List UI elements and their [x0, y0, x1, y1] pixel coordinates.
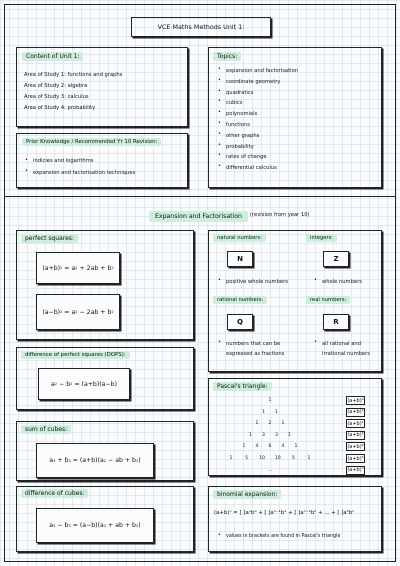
perfect-squares-heading: perfect squares:	[21, 234, 78, 243]
real-heading: real numbers:	[306, 296, 350, 304]
real-bullet: •	[314, 339, 317, 345]
topic-bullet: •	[218, 87, 221, 94]
pascal-number: 6	[268, 444, 272, 450]
pascal-power-label: (a+b)⁰	[347, 397, 364, 404]
content-heading: Content of Unit 1:	[22, 52, 83, 61]
content-item-4: Area of Study 4: probability	[24, 105, 96, 111]
integers-bullet: •	[314, 277, 317, 283]
pascal-number: 1	[242, 444, 246, 450]
pascal-number: 1	[255, 421, 259, 427]
topic-item: differential calculus	[226, 165, 277, 172]
pascal-number: 1	[275, 409, 278, 415]
topic-item: probability	[226, 143, 254, 150]
prior-item-1: indicies and logarithms	[33, 158, 94, 164]
content-item-2: Area of Study 2: algebra	[24, 83, 88, 89]
pascal-power-label: (a+b)⁴	[347, 443, 364, 450]
pascal-number: ...	[267, 467, 273, 473]
pascal-number: 1	[268, 398, 272, 403]
binomial-heading: binomial expansion:	[213, 490, 281, 499]
real-desc-2: irrational numbers	[322, 351, 370, 357]
content-item-3: Area of Study 3: calculus	[24, 94, 89, 100]
binomial-bullet: •	[218, 532, 221, 538]
sum-cubes-eq: a 3 + b 3 = (a+b)(a 2 − ab + b 2 )	[36, 443, 154, 478]
perfect-square-eq-1: (a+b) 2 = a 2 + 2ab + b 2	[36, 252, 120, 284]
integers-heading: integers:	[306, 234, 337, 242]
topic-item: polynomials	[226, 111, 258, 118]
topics-heading: Topics:	[213, 52, 241, 61]
topic-bullet: •	[218, 98, 221, 105]
pascal-heading: Pascal's triangle:	[213, 382, 272, 391]
binomial-eq: (a+b)ⁿ = [ ]aⁿb⁰ + [ ]aⁿ⁻¹b¹ + [ ]aⁿ⁻²b² + ... + [ ]a⁰bⁿ	[214, 510, 355, 516]
integers-symbol: Z	[323, 251, 349, 267]
diff-cubes-heading: difference of cubes:	[21, 489, 88, 498]
pascal-number: 10	[259, 456, 266, 461]
topic-item: expansion and factorisation	[226, 68, 299, 74]
pascal-number: 4	[255, 444, 259, 450]
pascal-number: 1	[262, 409, 265, 415]
pascal-number: 3	[275, 432, 278, 438]
pascal-power-label: (a+b)¹	[347, 409, 364, 416]
prior-bullet-1: •	[25, 157, 28, 163]
topic-bullet: •	[218, 163, 221, 170]
prior-bullet-2: •	[25, 168, 28, 174]
diff-cubes-eq: a 3 − b 3 = (a−b)(a 2 + ab + b 2 )	[36, 508, 154, 543]
expansion-heading: Expansion and Factorisation	[149, 211, 248, 222]
rational-bullet: •	[218, 339, 221, 345]
topic-item: coordinate geometry	[226, 78, 281, 85]
pascal-number: 10	[274, 456, 281, 461]
real-symbol: R	[323, 314, 349, 330]
binomial-note: values in brackets are found in Pascal's triangle	[226, 534, 341, 539]
perfect-square-eq-2: (a−b) 2 = a 2 − 2ab + b 2	[36, 294, 120, 330]
pascal-number: 5	[245, 456, 249, 461]
natural-symbol: N	[227, 251, 253, 267]
section-divider	[4, 196, 396, 197]
natural-bullet: •	[218, 277, 221, 283]
topic-bullet: •	[218, 120, 221, 126]
pascal-number: 3	[262, 432, 265, 438]
natural-desc: positive whole numbers	[226, 279, 288, 285]
rational-desc-2: expressed as fractions	[226, 351, 285, 357]
topic-item: rates of change	[226, 154, 267, 161]
prior-item-2: expansion and factorisation techniques	[33, 170, 136, 176]
integers-desc: whole numbers	[322, 279, 362, 285]
pascal-power-label: (a+b)³	[347, 432, 364, 439]
pascal-power-label: (a+b)⁵	[347, 455, 364, 462]
pascal-number: 2	[268, 421, 272, 427]
pascal-number: 5	[291, 456, 295, 461]
topic-bullet: •	[218, 130, 221, 137]
dops-heading: difference of perfect squares (DOPS):	[21, 351, 130, 359]
pascal-number: 1	[294, 444, 298, 450]
topic-bullet: •	[218, 66, 221, 72]
topic-bullet: •	[218, 76, 221, 83]
page-title: VCE Maths Methods Unit 1:	[157, 23, 245, 31]
topic-item: cubics	[226, 100, 243, 107]
prior-heading: Prior Knowledge / Recommended Yr 10 Revision:	[22, 138, 161, 146]
dops-eq: a 2 − b 2 = (a+b)(a−b)	[38, 368, 130, 400]
pascal-number: 1	[249, 432, 252, 438]
pascal-number: 1	[288, 432, 291, 438]
pascal-power-label: (a+b)²	[347, 420, 364, 427]
rational-heading: rational numbers:	[213, 296, 267, 304]
expansion-note: (revision from year 10)	[250, 212, 310, 218]
pascal-number: 1	[229, 456, 233, 461]
topic-bullet: •	[218, 141, 221, 148]
topic-bullet: •	[218, 109, 221, 116]
rational-symbol: Q	[227, 314, 253, 330]
topic-bullet: •	[218, 152, 221, 159]
pascal-number: 1	[307, 456, 311, 461]
sum-cubes-heading: sum of cubes:	[21, 425, 71, 434]
natural-heading: natural numbers:	[213, 234, 266, 242]
topic-item: other graphs	[226, 132, 260, 139]
pascal-power-label: (a+b)ⁿ	[347, 467, 364, 474]
content-item-1: Area of Study 1: functions and graphs	[24, 72, 123, 78]
topic-item: functions	[226, 122, 250, 128]
pascal-number: 4	[281, 444, 285, 450]
rational-desc-1: numbers that can be	[226, 341, 281, 347]
topic-item: quadratics	[226, 89, 254, 96]
pascal-number: 1	[281, 421, 285, 427]
real-desc-1: all rational and	[322, 341, 361, 347]
